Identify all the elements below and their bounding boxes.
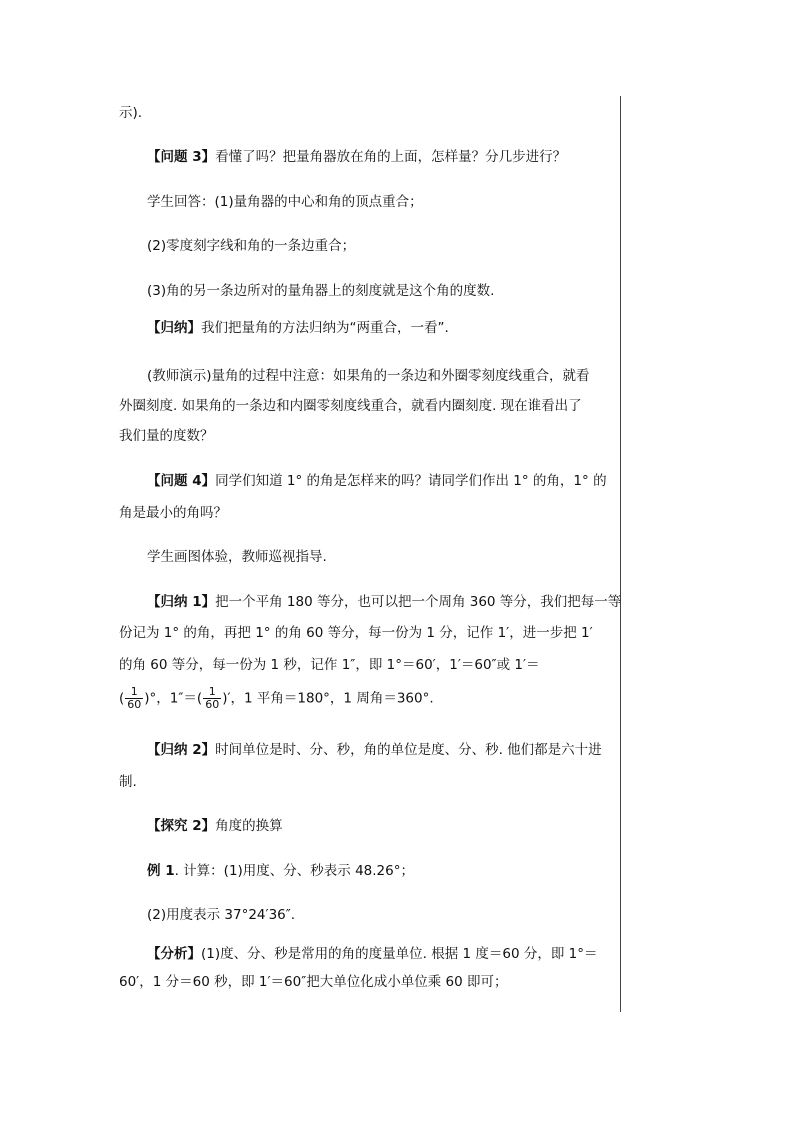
teacher-demo-line-2: 外圈刻度. 如果角的一条边和内圈零刻度线重合，就看内圈刻度. 现在谁看出了 [119,398,582,414]
analysis-line-2: 60′，1 分＝60 秒，即 1′＝60″把大单位化成小单位乘 60 即可； [119,974,508,990]
answer-step-2: (2)零度刻字线和角的一条边重合； [147,238,356,254]
example-1-part-2: (2)用度表示 37°24′36″. [147,907,296,923]
example-1: 例 1. 计算：(1)用度、分、秒表示 48.26°； [147,863,414,879]
summary-2-line-1: 【归纳 2】时间单位是时、分、秒，角的单位是度、分、秒. 他们都是六十进 [147,742,602,758]
analysis-label: 【分析】 [147,946,201,962]
fraction-one-sixtieth: $\frac{1}{60}$ [127,685,142,711]
teacher-demo-line-1: (教师演示)量角的过程中注意：如果角的一条边和外圈零刻度线重合，就看 [147,368,590,384]
answer-step-3: (3)角的另一条边所对的量角器上的刻度就是这个角的度数. [147,283,495,299]
summary-1-line-3: 的角 60 等分，每一份为 1 秒，记作 1″，即 1°＝60′，1′＝60″或 1′＝ [119,657,540,673]
question-4-line-2: 角是最小的角吗？ [119,505,227,521]
question-3: 【问题 3】看懂了吗？把量角器放在角的上面，怎样量？分几步进行？ [147,149,567,165]
student-answer: 学生回答：(1)量角器的中心和角的顶点重合； [147,194,423,210]
summary-2-label: 【归纳 2】 [147,742,216,758]
question-3-label: 【问题 3】 [147,149,216,165]
summary-1-line-4: ( $\frac{1}{60}$ )°，1″＝( $\frac{1}{60}$ )′，1 平角＝180°，1 周角＝360°. [119,685,434,711]
example-1-label: 例 1 [147,863,175,879]
explore-2-label: 【探究 2】 [147,818,216,834]
summary-1-line-2: 份记为 1° 的角，再把 1° 的角 60 等分，每一份为 1 分，记作 1′，进一步把 1′ [119,625,593,641]
text-line-1: 示). [119,105,143,121]
fraction-one-sixtieth: $\frac{1}{60}$ [205,685,220,711]
summary-1-label: 【归纳 1】 [147,594,216,610]
question-4-line-1: 【问题 4】同学们知道 1° 的角是怎样来的吗？请同学们作出 1° 的角，1° 的 [147,473,607,489]
analysis-line-1: 【分析】(1)度、分、秒是常用的角的度量单位. 根据 1 度＝60 分，即 1°＝ [147,946,598,962]
summary-1-line-1: 【归纳 1】把一个平角 180 等分，也可以把一个周角 360 等分，我们把每一等 [147,594,622,610]
explore-2: 【探究 2】角度的换算 [147,818,283,834]
summary-2-line-2: 制. [119,774,137,790]
summary: 【归纳】我们把量角的方法归纳为“两重合，一看”. [147,320,449,336]
summary-label: 【归纳】 [147,320,201,336]
student-drawing: 学生画图体验，教师巡视指导. [147,549,327,565]
margin-rule [620,96,621,1012]
question-4-label: 【问题 4】 [147,473,216,489]
teacher-demo-line-3: 我们量的度数？ [119,428,214,444]
